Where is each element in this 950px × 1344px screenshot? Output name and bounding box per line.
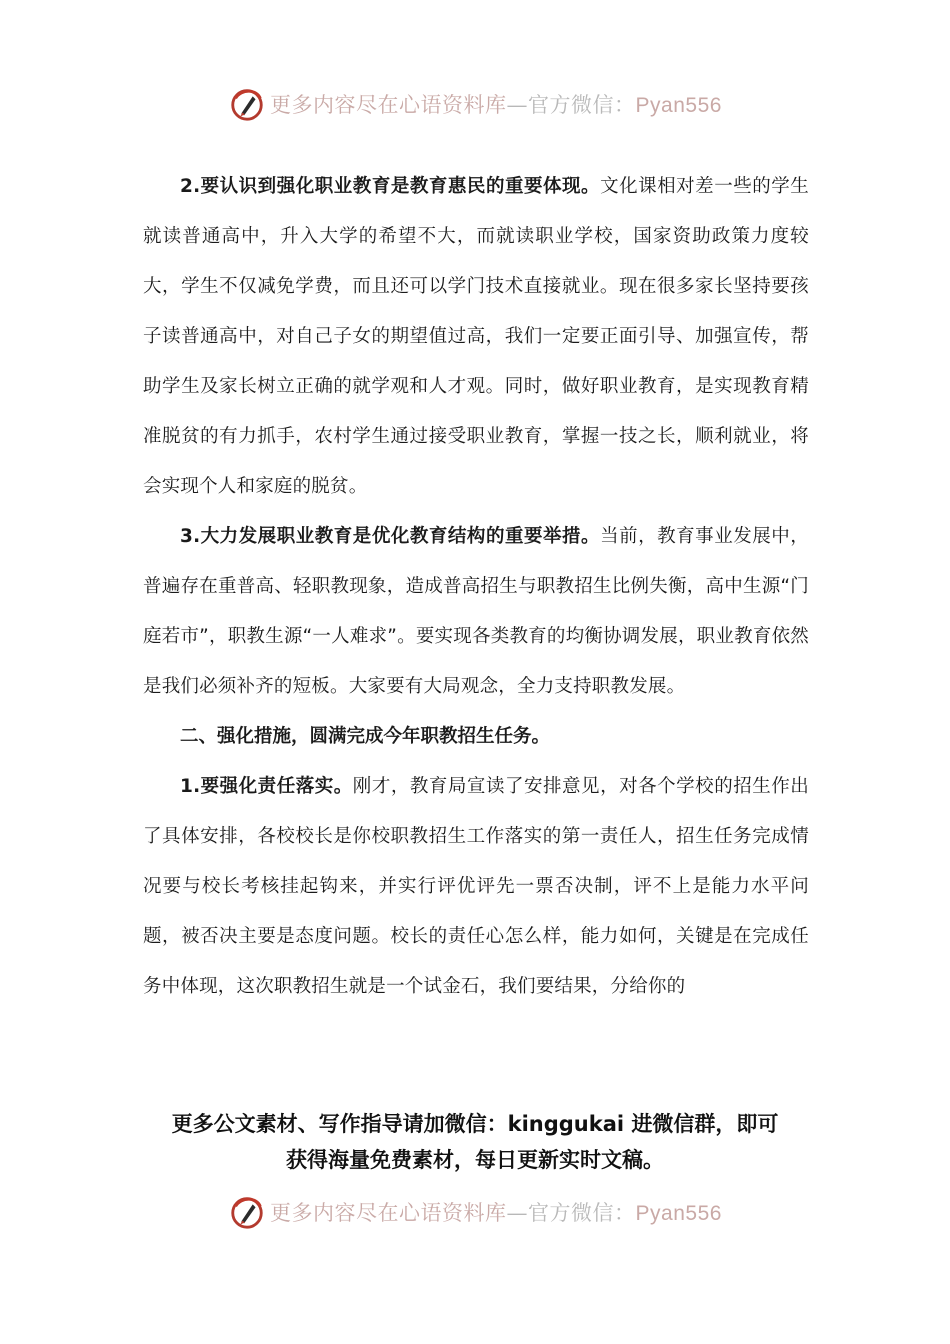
- watermark-site-text: 更多内容尽在心语资料库: [270, 1201, 507, 1225]
- pen-swirl-logo-icon: [228, 1193, 266, 1231]
- header-watermark: [0, 82, 950, 126]
- paragraph-1-lead: 2.要认识到强化职业教育是教育惠民的重要体现。: [180, 176, 601, 197]
- footer-line-2: 获得海量免费素材，每日更新实时文稿。: [286, 1148, 664, 1172]
- footer-line-1: 更多公文素材、写作指导请加微信：kinggukai 进微信群，即可: [171, 1112, 779, 1136]
- watermark-separator: —: [506, 1201, 529, 1225]
- watermark-wechat-label: 官方微信：: [528, 93, 636, 117]
- watermark-wechat-label: 官方微信：: [528, 1201, 636, 1225]
- paragraph-3-text: 刚才，教育局宣读了安排意见，对各个学校的招生作出了具体安排，各校校长是你校职教招生工作落实的第一责任人，招生任务完成情况要与校长考核挂起钩来，并实行评优评先一票否决制，评不上是能力水平问题，被否决主要是态度问题。校长的责任心怎么样，能力如何，关键是在完成任务中体现，这次职教招生就是一个试金石，我们要结果，分给你的: [143, 776, 809, 997]
- footer-promo: [130, 1106, 820, 1178]
- watermark-separator: —: [506, 93, 529, 117]
- paragraph-2-lead: 3.大力发展职业教育是优化教育结构的重要举措。: [180, 526, 601, 547]
- paragraph-3: [143, 762, 809, 1012]
- paragraph-2: [143, 512, 809, 712]
- document-body: [143, 162, 809, 1012]
- watermark-wechat-id: Pyan556: [635, 1202, 722, 1225]
- paragraph-1-text: 文化课相对差一些的学生就读普通高中，升入大学的希望不大，而就读职业学校，国家资助政策力度较大，学生不仅减免学费，而且还可以学门技术直接就业。现在很多家长坚持要孩子读普通高中，对自己子女的期望值过高，我们一定要正面引导、加强宣传，帮助学生及家长树立正确的就学观和人才观。同时，做好职业教育，是实现教育精准脱贫的有力抓手，农村学生通过接受职业教育，掌握一技之长，顺利就业，将会实现个人和家庭的脱贫。: [143, 176, 809, 497]
- footer-watermark: [0, 1190, 950, 1234]
- watermark-site-text: 更多内容尽在心语资料库: [270, 93, 507, 117]
- pen-swirl-logo-icon: [228, 85, 266, 123]
- section-2-heading: 二、强化措施，圆满完成今年职教招生任务。: [180, 726, 551, 747]
- watermark-text: [270, 1197, 722, 1227]
- watermark-text: [270, 89, 722, 119]
- paragraph-2-text: 当前，教育事业发展中，普遍存在重普高、轻职教现象，造成普高招生与职教招生比例失衡，高中生源“门庭若市”，职教生源“一人难求”。要实现各类教育的均衡协调发展，职业教育依然是我们必须补齐的短板。大家要有大局观念，全力支持职教发展。: [143, 526, 809, 697]
- paragraph-3-lead: 1.要强化责任落实。: [180, 776, 353, 797]
- watermark-wechat-id: Pyan556: [635, 94, 722, 117]
- paragraph-1: [143, 162, 809, 512]
